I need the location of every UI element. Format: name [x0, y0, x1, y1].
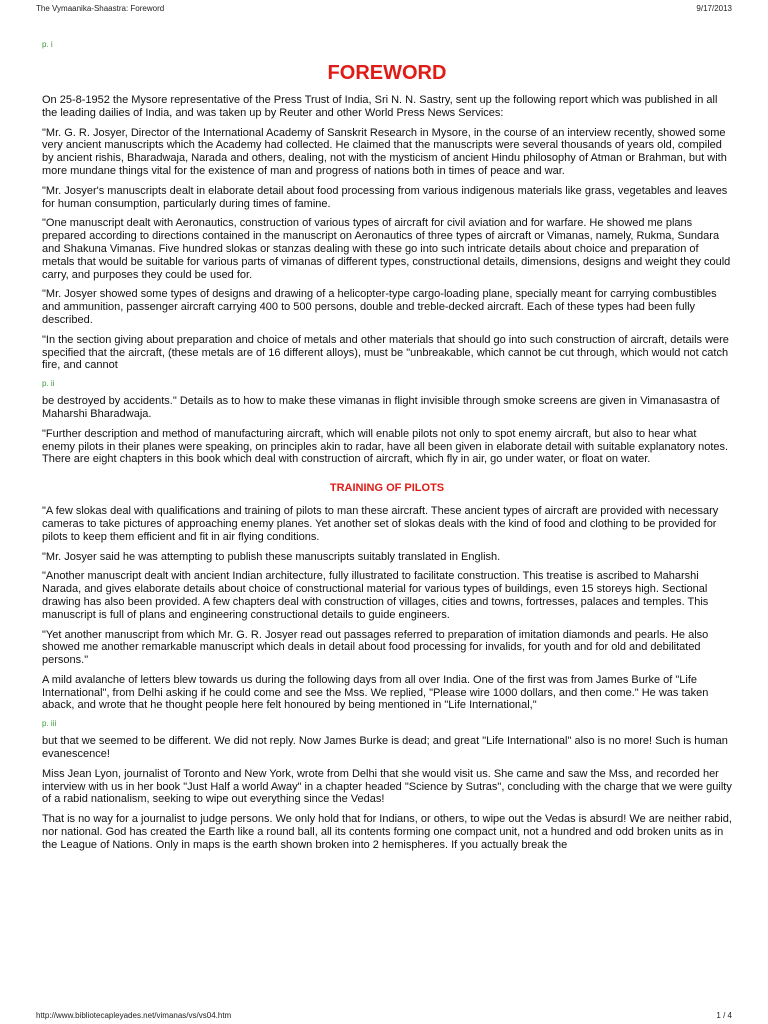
- page-title: FOREWORD: [327, 62, 447, 84]
- paragraph: "Another manuscript dealt with ancient Indian architecture, fully illustrated to facilitate construction. This treatise is ascribed to Maharshi Narada, and gives elaborate details about choice of constructional material for various types of buildings, even 15 storeys high. Sectional drawing has also been provided. A few chapters deal with construction of villages, cities and towns, fortresses, palaces and temples. This manuscript is full of plans and engineering constructional details to guide engineers.: [42, 570, 709, 621]
- print-footer-url: http://www.bibliotecapleyades.net/vimanas/vs/vs04.htm: [36, 1011, 232, 1020]
- paragraph: On 25-8-1952 the Mysore representative of the Press Trust of India, Sri N. N. Sastry, sent up the following report which was published in all the leading dailies of India, and was taken up by Reuter and other World Press News Services:: [42, 94, 718, 119]
- paragraph: but that we seemed to be different. We did not reply. Now James Burke is dead; and great "Life International" also is no more! Such is human evanescence!: [42, 735, 728, 761]
- page-marker-ii[interactable]: p. ii: [42, 379, 55, 389]
- paragraph: "Mr. Josyer showed some types of designs and drawing of a helicopter-type cargo-loading plane, specially meant for carrying combustibles and ammunition, passenger aircraft carrying 400 to 500 persons, double and treble-decked aircraft. Each of these types had been fully described.: [42, 288, 717, 326]
- paragraph: "Mr. G. R. Josyer, Director of the International Academy of Sanskrit Research in Mysore, in the course of an interview recently, showed some very ancient manuscripts which the Academy had collected. He claimed that the manuscripts were several thousands of years old, compiled by ancient rishis, Bharadwaja, Narada and others, dealing, not with the mysticism of ancient Hindu philosophy of Atman or Brahman, but with more mundane things vital for the existence of man and progress of nations both in times of peace and war.: [42, 126, 727, 177]
- page-marker-iii[interactable]: p. iii: [42, 719, 57, 729]
- print-header-title: The Vymaanika-Shaastra: Foreword: [36, 4, 165, 13]
- print-footer: [36, 1011, 732, 1020]
- paragraph: "In the section giving about preparation and choice of metals and other materials that should go into such construction of aircraft, details were specified that the aircraft, (these metals are of 16 different alloys), must be "unbreakable, which cannot be cut through, which would not catch fire, and cannot: [42, 333, 729, 372]
- paragraph: "Yet another manuscript from which Mr. G. R. Josyer read out passages referred to preparation of imitation diamonds and pearls. He also showed me another remarkable manuscript which deals in detail about food processing for invalids, for youth and for old and debilitated persons.": [42, 628, 709, 667]
- document-body: [42, 40, 732, 859]
- paragraph: "Mr. Josyer said he was attempting to publish these manuscripts suitably translated in English.: [42, 550, 501, 563]
- paragraph: "Further description and method of manufacturing aircraft, which will enable pilots not only to spot enemy aircraft, but also to hear what enemy pilots in their planes were speaking, on principles akin to radar, have all been given in elaborate detail with suitable explanatory notes. There are eight chapters in this book which deal with construction of aircraft, which fly in air, go under water, or float on water.: [42, 427, 729, 466]
- paragraph: be destroyed by accidents." Details as to how to make these vimanas in flight invisible through smoke screens are given in Vimanasastra of Maharshi Bharadwaja.: [42, 395, 720, 420]
- paragraph: A mild avalanche of letters blew towards us during the following days from all over India. One of the first was from James Burke of "Life International", from Delhi asking if he could come and see the Mss. We replied, "Please wire 1000 dollars, and then come." He was taken aback, and wrote that he thought people here felt honoured by being mentioned in "Life International,": [42, 673, 709, 712]
- page-marker-i[interactable]: p. i: [42, 40, 53, 49]
- section-heading: TRAINING OF PILOTS: [329, 482, 445, 495]
- paragraph: "Mr. Josyer's manuscripts dealt in elaborate detail about food processing from various indigenous materials like grass, vegetables and leaves for human consumption, particularly during times of famine.: [42, 184, 728, 210]
- print-header: [36, 4, 732, 13]
- paragraph: "One manuscript dealt with Aeronautics, construction of various types of aircraft for civil aviation and for warfare. He showed me plans prepared according to directions contained in the manuscript on Aeronautics of three types of aircraft or Vimanas, namely, Rukma, Sundara and Shakuna Vimanas. Five hundred slokas or stanzas dealing with these go into such intricate details about choice and preparation of metals that would be suitable for various parts of vimanas of different types, constructional details, dimensions, designs and weight they could carry, and purposes they could be used for.: [42, 217, 731, 281]
- paragraph: Miss Jean Lyon, journalist of Toronto and New York, wrote from Delhi that she would visit us. She came and saw the Mss, and recorded her interview with us in her book "Just Half a world Away" in a chapter headed "Science by Sutras", concluding with the charge that we were guilty of a rabid nationalism, seeking to wipe out everything since the Vedas!: [42, 767, 732, 806]
- print-header-date: 9/17/2013: [696, 4, 732, 13]
- paragraph: That is no way for a journalist to judge persons. We only hold that for Indians, or others, to wipe out the Vedas is absurd! We are neither rabid, nor national. God has created the Earth like a round ball, all its contents forming one compact unit, not a hundred and odd broken units as in the League of Nations. Only in maps is the earth shown broken into 2 hemispheres. If you actually break the: [42, 813, 732, 851]
- paragraph: "A few slokas deal with qualifications and training of pilots to man these aircraft. These ancient types of aircraft are provided with necessary cameras to take pictures of approaching enemy planes. Yet another set of slokas deals with the kind of food and clothing to be provided for pilots to keep them efficient and fit in air flying conditions.: [42, 505, 719, 543]
- print-footer-page: 1 / 4: [716, 1011, 732, 1020]
